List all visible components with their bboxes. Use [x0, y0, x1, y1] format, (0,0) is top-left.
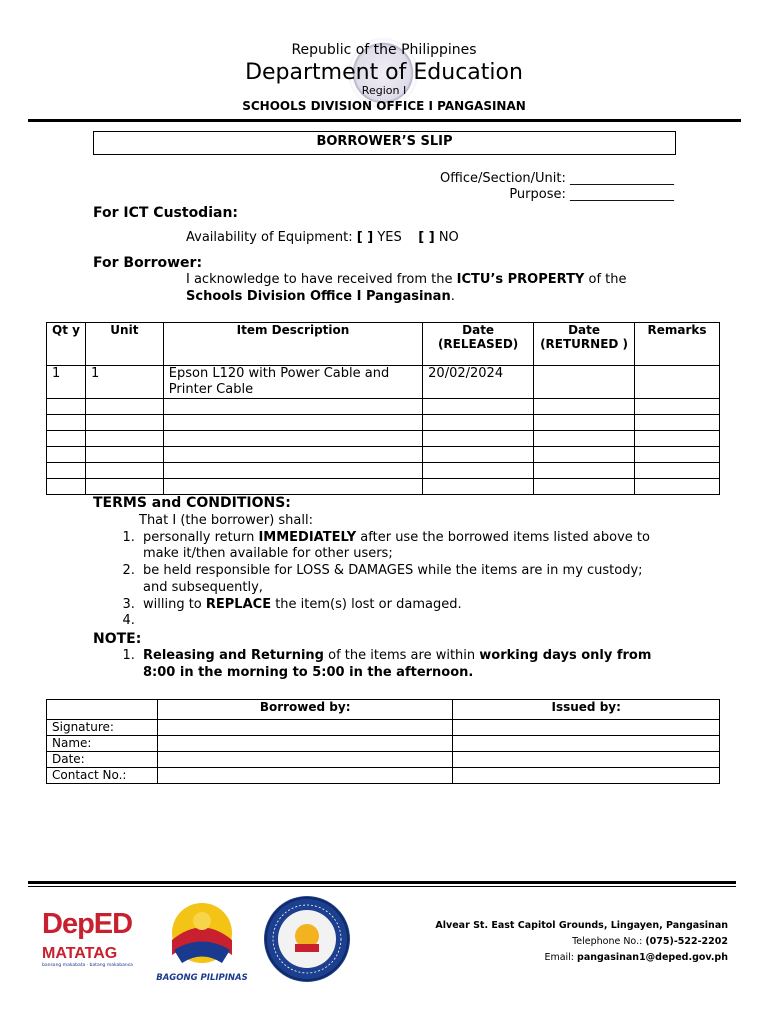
empty-cell[interactable]	[534, 399, 635, 415]
empty-cell[interactable]	[423, 463, 534, 479]
bagong-pilipinas-emblem	[152, 895, 252, 967]
col-date-returned: Date (RETURNED )	[534, 323, 635, 366]
table-row	[47, 447, 720, 463]
contact-borrowed-field[interactable]	[157, 768, 453, 784]
note-releasing: Releasing and Returning	[143, 648, 324, 663]
terms-title: TERMS and CONDITIONS:	[93, 495, 291, 511]
empty-cell[interactable]	[47, 399, 86, 415]
note-body	[93, 648, 673, 681]
office-line: Office/Section/Unit: ________________	[440, 171, 674, 186]
empty-cell[interactable]	[423, 399, 534, 415]
contact-issued-field[interactable]	[453, 768, 720, 784]
header-region: Region I	[361, 84, 407, 97]
matatag-wordmark: MATATAG	[42, 945, 118, 962]
footer-email	[435, 950, 728, 966]
term3-text-a: willing to	[143, 596, 206, 612]
terms-body	[93, 513, 663, 630]
empty-cell[interactable]	[163, 399, 422, 415]
telephone-label: Telephone No.:	[572, 936, 646, 947]
col-date-released: Date (RELEASED)	[423, 323, 534, 366]
items-table	[46, 322, 720, 495]
note-title: NOTE:	[93, 631, 142, 647]
term1-text-a: personally return	[143, 529, 259, 545]
empty-cell[interactable]	[534, 463, 635, 479]
date-issued-field[interactable]	[453, 752, 720, 768]
row-label-signature: Signature:	[47, 720, 158, 736]
empty-cell[interactable]	[47, 415, 86, 431]
availability-prefix: Availability of Equipment:	[186, 230, 353, 245]
empty-cell[interactable]	[635, 479, 720, 495]
empty-cell[interactable]	[163, 479, 422, 495]
sign-header-row	[47, 700, 720, 720]
cell-qty[interactable]: 1	[47, 366, 86, 399]
list-item	[139, 648, 673, 681]
cell-unit[interactable]: 1	[85, 366, 163, 399]
term3-replace: REPLACE	[205, 596, 272, 612]
no-checkbox[interactable]: [ ]	[418, 230, 435, 245]
footer-telephone	[435, 934, 728, 950]
empty-cell[interactable]	[423, 415, 534, 431]
note-list	[93, 648, 673, 681]
date-borrowed-field[interactable]	[157, 752, 453, 768]
terms-list	[93, 530, 663, 630]
term1-immediately: IMMEDIATELY	[258, 529, 357, 545]
cell-item-description[interactable]: Epson L120 with Power Cable and Printer Cable	[163, 366, 422, 399]
empty-cell[interactable]	[163, 447, 422, 463]
empty-cell[interactable]	[635, 399, 720, 415]
signature-table	[46, 699, 720, 784]
col-item-description: Item Description	[163, 323, 422, 366]
empty-cell[interactable]	[534, 415, 635, 431]
bagong-pilipinas-logo	[152, 895, 252, 983]
header-department: Department of Education	[245, 60, 523, 85]
list-item	[139, 530, 663, 563]
table-row	[47, 463, 720, 479]
table-row	[47, 431, 720, 447]
table-row	[47, 399, 720, 415]
footer-divider-thick	[28, 881, 736, 884]
empty-cell[interactable]	[423, 479, 534, 495]
footer-address: Alvear St. East Capitol Grounds, Lingayen, Pangasinan	[435, 920, 728, 931]
empty-cell[interactable]	[635, 447, 720, 463]
table-row	[47, 736, 720, 752]
list-item: 2. be held responsible for LOSS & DAMAGES while the items are in my custody; and subsequently,	[139, 563, 663, 596]
col-issued-by: Issued by:	[453, 700, 720, 720]
sdo-seal-emblem	[264, 896, 350, 982]
footer-divider-thin	[28, 886, 736, 887]
yes-checkbox[interactable]: [ ]	[356, 230, 374, 245]
col-blank	[47, 700, 158, 720]
note-working-days: working days only from 8:00 in the morning to 5:00 in the afternoon.	[143, 648, 652, 680]
list-item	[139, 613, 663, 630]
telephone-value: (075)-522-2202	[645, 936, 728, 947]
header-divider	[28, 119, 741, 122]
row-label-contact: Contact No.:	[47, 768, 158, 784]
ack-text-2: of the	[584, 272, 627, 287]
empty-cell[interactable]	[163, 415, 422, 431]
purpose-line: Purpose: ________________	[509, 187, 674, 202]
ack-text-3: .	[450, 289, 455, 304]
term1-text-c: after use the borrowed items listed above to make it/then available for other users;	[143, 529, 650, 562]
table-row	[47, 768, 720, 784]
email-label: Email:	[544, 952, 578, 963]
slip-title-box	[93, 131, 676, 155]
table-row	[47, 479, 720, 495]
cell-remarks[interactable]	[635, 366, 720, 399]
col-borrowed-by: Borrowed by:	[157, 700, 453, 720]
empty-cell[interactable]	[85, 415, 163, 431]
bagong-pilipinas-text: BAGONG PILIPINAS	[156, 973, 248, 983]
term3-text-c: the item(s) lost or damaged.	[271, 596, 462, 612]
empty-cell[interactable]	[85, 431, 163, 447]
empty-cell[interactable]	[85, 479, 163, 495]
table-row	[47, 366, 720, 399]
table-row	[47, 415, 720, 431]
items-header-row	[47, 323, 720, 366]
empty-cell[interactable]	[47, 463, 86, 479]
header-office: SCHOOLS DIVISION OFFICE I PANGASINAN	[242, 99, 526, 113]
table-row	[47, 720, 720, 736]
empty-cell[interactable]	[47, 447, 86, 463]
col-remarks: Remarks	[635, 323, 720, 366]
name-borrowed-field[interactable]	[157, 736, 453, 752]
ack-sdo: Schools Division Office I Pangasinan	[186, 289, 451, 304]
slip-title: BORROWER’S SLIP	[316, 134, 453, 149]
sdo-pangasinan-seal	[264, 896, 350, 982]
empty-cell[interactable]	[163, 431, 422, 447]
empty-cell[interactable]	[85, 463, 163, 479]
empty-cell[interactable]	[47, 479, 86, 495]
no-label: NO	[438, 230, 459, 245]
empty-cell[interactable]	[85, 399, 163, 415]
col-unit: Unit	[85, 323, 163, 366]
list-item	[139, 597, 663, 614]
cell-date-released[interactable]: 20/02/2024	[423, 366, 534, 399]
empty-cell[interactable]	[163, 463, 422, 479]
availability-line	[186, 230, 459, 245]
row-label-date: Date:	[47, 752, 158, 768]
terms-intro: That I (the borrower) shall:	[139, 513, 313, 528]
signature-borrowed-field[interactable]	[157, 720, 453, 736]
borrower-label: For Borrower:	[93, 255, 203, 271]
deped-matatag-logo	[42, 900, 137, 980]
row-label-name: Name:	[47, 736, 158, 752]
empty-cell[interactable]	[423, 447, 534, 463]
deped-wordmark: DepED	[42, 908, 133, 940]
empty-cell[interactable]	[635, 431, 720, 447]
matatag-tagline: bansang makabata · batang makabansa	[42, 963, 133, 968]
cell-date-returned[interactable]	[534, 366, 635, 399]
empty-cell[interactable]	[534, 447, 635, 463]
ict-custodian-label: For ICT Custodian:	[93, 205, 239, 221]
empty-cell[interactable]	[534, 479, 635, 495]
empty-cell[interactable]	[635, 463, 720, 479]
acknowledgement	[186, 271, 686, 305]
empty-cell[interactable]	[85, 447, 163, 463]
empty-cell[interactable]	[423, 431, 534, 447]
empty-cell[interactable]	[635, 415, 720, 431]
empty-cell[interactable]	[534, 431, 635, 447]
ack-text-1: I acknowledge to have received from the	[186, 272, 457, 287]
header-republic: Republic of the Philippines	[291, 42, 477, 58]
col-qty: Qt y	[47, 323, 86, 366]
empty-cell[interactable]	[47, 431, 86, 447]
table-row	[47, 752, 720, 768]
name-issued-field[interactable]	[453, 736, 720, 752]
footer-contact	[435, 918, 728, 966]
note-text-b: of the items are within	[324, 648, 480, 663]
signature-issued-field[interactable]	[453, 720, 720, 736]
ack-ictu-property: ICTU’s PROPERTY	[456, 272, 585, 287]
yes-label: YES	[377, 230, 402, 245]
email-value[interactable]: pangasinan1@deped.gov.ph	[577, 952, 728, 963]
